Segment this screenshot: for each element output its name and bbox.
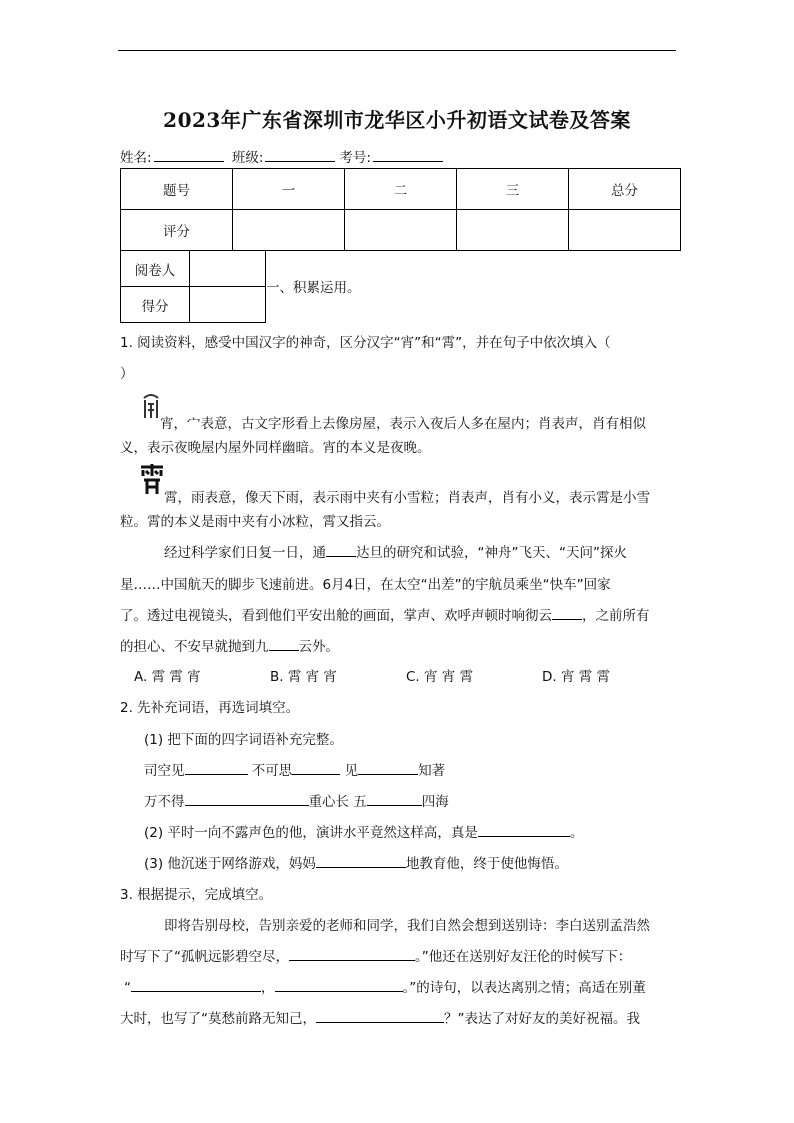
q2-words-row-1: 司空见 不可思 见 知著 [144,763,446,779]
poem-blank-4[interactable] [316,1010,444,1023]
reviewer-cell[interactable] [190,251,266,287]
score-header-row [121,169,681,210]
yun-explain-2: 粒。霄的本义是雨中夹有小冰粒，霄又指云。 [120,514,390,530]
ancient-yun-glyph-icon [138,462,166,496]
name-field[interactable] [154,149,224,162]
word-blank[interactable] [185,793,309,806]
poem-blank-2[interactable] [131,979,261,992]
score-cell[interactable] [457,210,569,251]
q3-line-3: “ ， 。”的诗句，以表达离别之情；高适在别董 [124,980,646,996]
poem-blank-1[interactable] [289,948,415,961]
header-cell-total: 总分 [569,169,681,210]
option-c[interactable]: C. 宵 宵 霄 [406,669,474,685]
header-cell-two: 二 [345,169,457,210]
idiom-blank-2[interactable] [316,855,406,868]
word-blank[interactable] [185,762,248,775]
grader-score-label: 得分 [121,287,190,323]
score-row-label: 评分 [121,210,233,251]
q2-prompt: 2. 先补充词语，再选词填空。 [120,700,300,716]
q3-line-2: 时写下了“孤帆远影碧空尽， 。”他还在送别好友汪伦的时候写下： [120,949,632,965]
q2-words-row-2: 万不得 重心长 五 四海 [144,794,449,810]
option-b[interactable]: B. 霄 宵 宵 [270,669,337,685]
score-cell[interactable] [233,210,345,251]
page-title: 2023年广东省深圳市龙华区小升初语文试卷及答案 [163,108,631,132]
score-cell[interactable] [345,210,457,251]
q3-line-4: 大时，也写了“莫愁前路无知己， ？”表达了对好友的美好祝福。我 [120,1011,640,1027]
grader-score-cell[interactable] [190,287,266,323]
exam-no-field[interactable] [373,149,443,162]
xiao-explain-2: 义，表示夜晚屋内屋外同样幽暗。宵的本义是夜晚。 [120,440,431,456]
xiao-explain-1: 宵，宀表意，古文字形看上去像房屋，表示入夜后人多在屋内；肖表声，肖有相似 [160,416,646,432]
word-blank[interactable] [358,762,418,775]
score-row [121,210,681,251]
ancient-xiao-glyph-icon [140,390,162,422]
blank-1[interactable] [326,544,356,557]
poem-blank-3[interactable] [275,979,403,992]
class-field[interactable] [265,149,335,162]
reviewer-label: 阅卷人 [121,251,190,287]
header-cell-question: 题号 [121,169,233,210]
blank-2[interactable] [552,607,582,620]
header-cell-three: 三 [457,169,569,210]
option-a[interactable]: A. 霄 霄 宵 [134,669,201,685]
score-table [120,168,681,251]
idiom-blank-1[interactable] [478,824,570,837]
q2-sub1: (1) 把下面的四字词语补充完整。 [144,732,343,748]
yun-explain-1: 霄，雨表意，像天下雨，表示雨中夹有小雪粒；肖表声，肖有小义，表示霄是小雪 [164,490,650,506]
word-blank[interactable] [292,762,340,775]
q1-prompt-end: ） [120,366,134,382]
passage-line-3: 了。透过电视镜头，看到他们平安出舱的画面，掌声、欢呼声顿时响彻云 ，之前所有 [120,608,650,624]
blank-3[interactable] [269,638,299,651]
header-cell-one: 一 [233,169,345,210]
class-label: 班级: [231,150,264,166]
q1-options [134,665,610,685]
passage-line-4: 的担心、不安早就抛到九 云外。 [120,639,339,655]
word-blank[interactable] [367,793,422,806]
q3-prompt: 3. 根据提示，完成填空。 [120,887,273,903]
name-label: 姓名: [120,150,152,166]
score-cell[interactable] [569,210,681,251]
exam-no-label: 考号: [339,150,371,166]
q1-prompt: 1. 阅读资料，感受中国汉字的神奇，区分汉字“宵”和“霄”，并在句子中依次填入（ [120,335,611,351]
student-info [120,146,447,166]
passage-line-2: 星……中国航天的脚步飞速前进。6月4日，在太空“出差”的宇航员乘坐“快车”回家 [120,577,611,593]
section-heading: 一、积累运用。 [266,280,361,296]
header-rule [118,50,676,51]
option-d[interactable]: D. 宵 霄 霄 [542,669,611,685]
passage-line-1: 经过科学家们日复一日，通 达旦的研究和试验，“神舟”飞天、“天问”探火 [164,545,627,561]
grader-table [120,250,266,323]
q3-line-1: 即将告别母校，告别亲爱的老师和同学，我们自然会想到送别诗：李白送别孟浩然 [164,918,650,934]
q2-sub2: (2) 平时一向不露声色的他，演讲水平竟然这样高，真是 。 [144,825,584,841]
q2-sub3: (3) 他沉迷于网络游戏，妈妈 地教育他，终于使他悔悟。 [144,856,568,872]
